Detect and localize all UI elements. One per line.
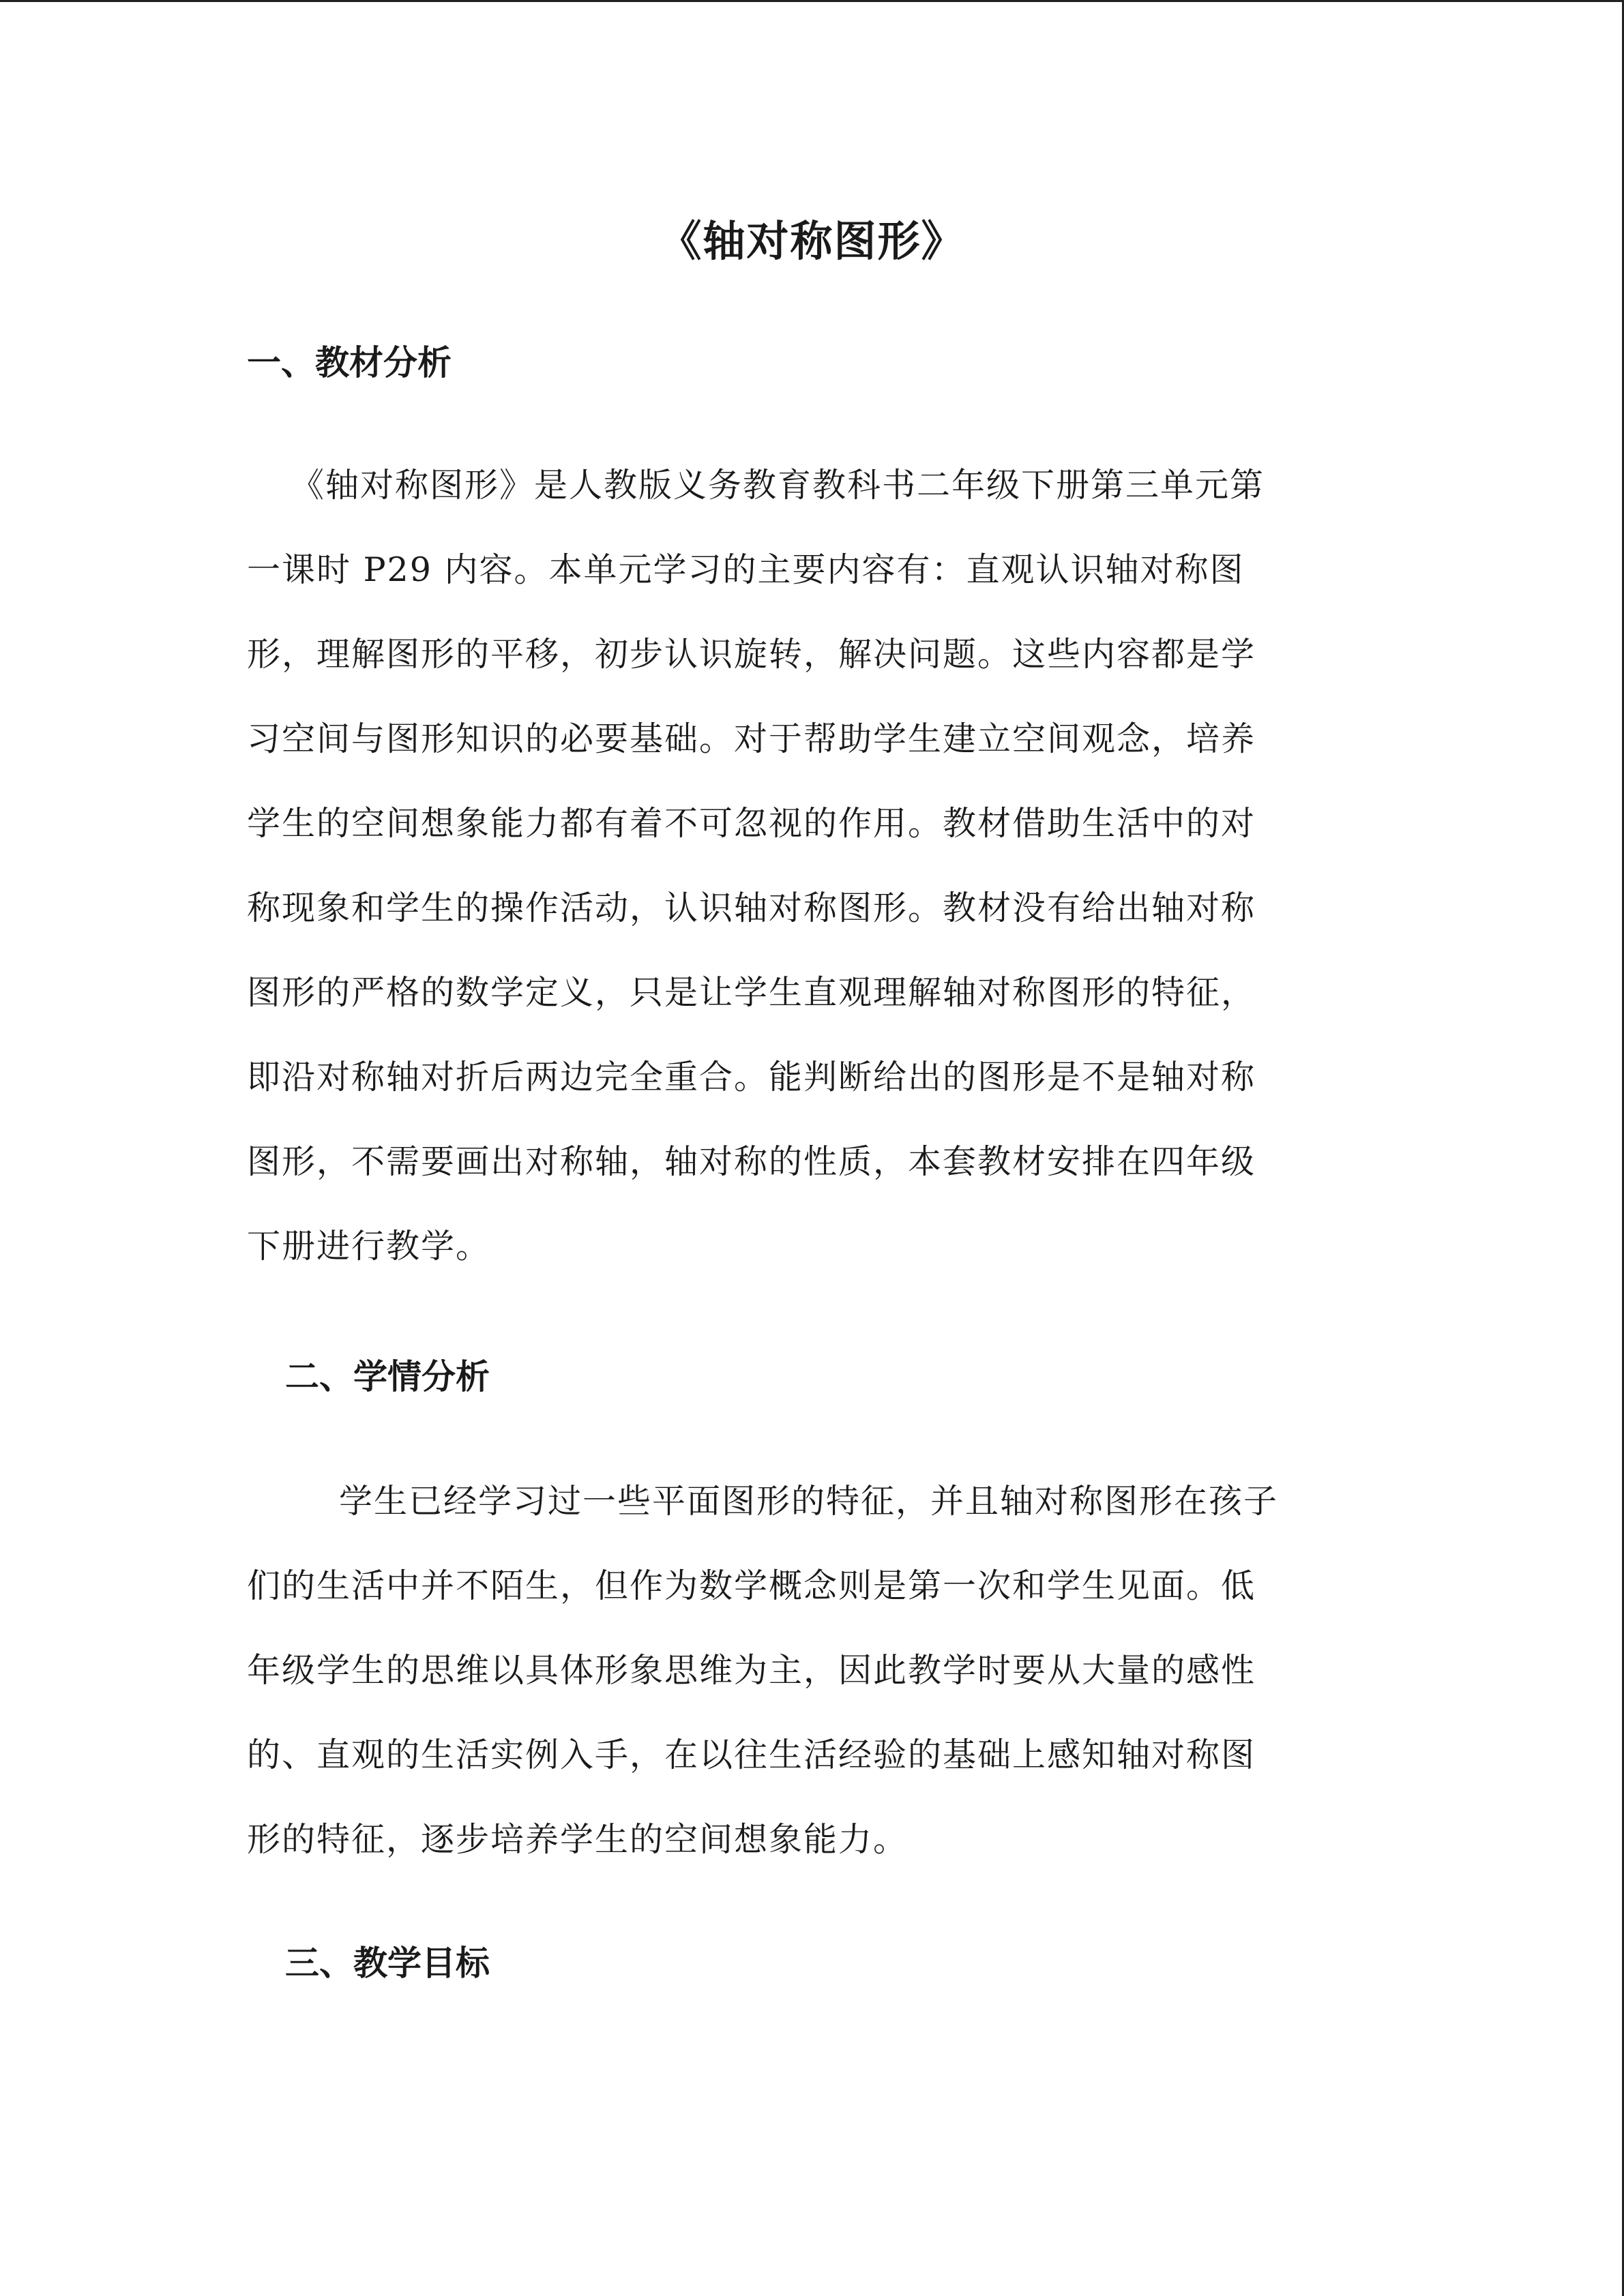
paragraph-line: 称现象和学生的操作活动，认识轴对称图形。教材没有给出轴对称 [247, 889, 1256, 927]
paragraph-line: 形的特征，逐步培养学生的空间想象能力。 [247, 1820, 909, 1859]
paragraph-line: 一课时 P29 内容。本单元学习的主要内容有：直观认识轴对称图 [247, 550, 1245, 589]
paragraph-line: 们的生活中并不陌生，但作为数学概念则是第一次和学生见面。低 [247, 1566, 1256, 1605]
paragraph-line: 学生的空间想象能力都有着不可忽视的作用。教材借助生活中的对 [247, 804, 1256, 843]
paragraph-line: 形，理解图形的平移，初步认识旋转，解决问题。这些内容都是学 [247, 635, 1256, 674]
paragraph-line: 下册进行教学。 [247, 1227, 491, 1266]
paragraph-line: 习空间与图形知识的必要基础。对于帮助学生建立空间观念，培养 [247, 719, 1256, 758]
paragraph-line: 年级学生的思维以具体形象思维为主，因此教学时要从大量的感性 [247, 1651, 1256, 1690]
page-top-border [0, 0, 1624, 2]
section-heading-teaching-objectives: 三、教学目标 [285, 1943, 490, 1983]
paragraph-line: 即沿对称轴对折后两边完全重合。能判断给出的图形是不是轴对称 [247, 1058, 1256, 1097]
section-heading-learner-analysis: 二、学情分析 [285, 1357, 490, 1397]
paragraph-learner-analysis [247, 1459, 1365, 1882]
paragraph-line: 图形的严格的数学定义，只是让学生直观理解轴对称图形的特征， [247, 973, 1256, 1012]
paragraph-line: 学生已经学习过一些平面图形的特征，并且轴对称图形在孩子 [339, 1482, 1279, 1521]
paragraph-line: 《轴对称图形》是人教版义务教育教科书二年级下册第三单元第 [291, 466, 1265, 505]
section-heading-textbook-analysis: 一、教材分析 [247, 343, 452, 383]
paragraph-line: 图形，不需要画出对称轴，轴对称的性质，本套教材安排在四年级 [247, 1142, 1256, 1181]
document-title: 《轴对称图形》 [659, 216, 965, 266]
paragraph-line: 的、直观的生活实例入手，在以往生活经验的基础上感知轴对称图 [247, 1735, 1256, 1774]
paragraph-textbook-analysis [247, 443, 1365, 1289]
